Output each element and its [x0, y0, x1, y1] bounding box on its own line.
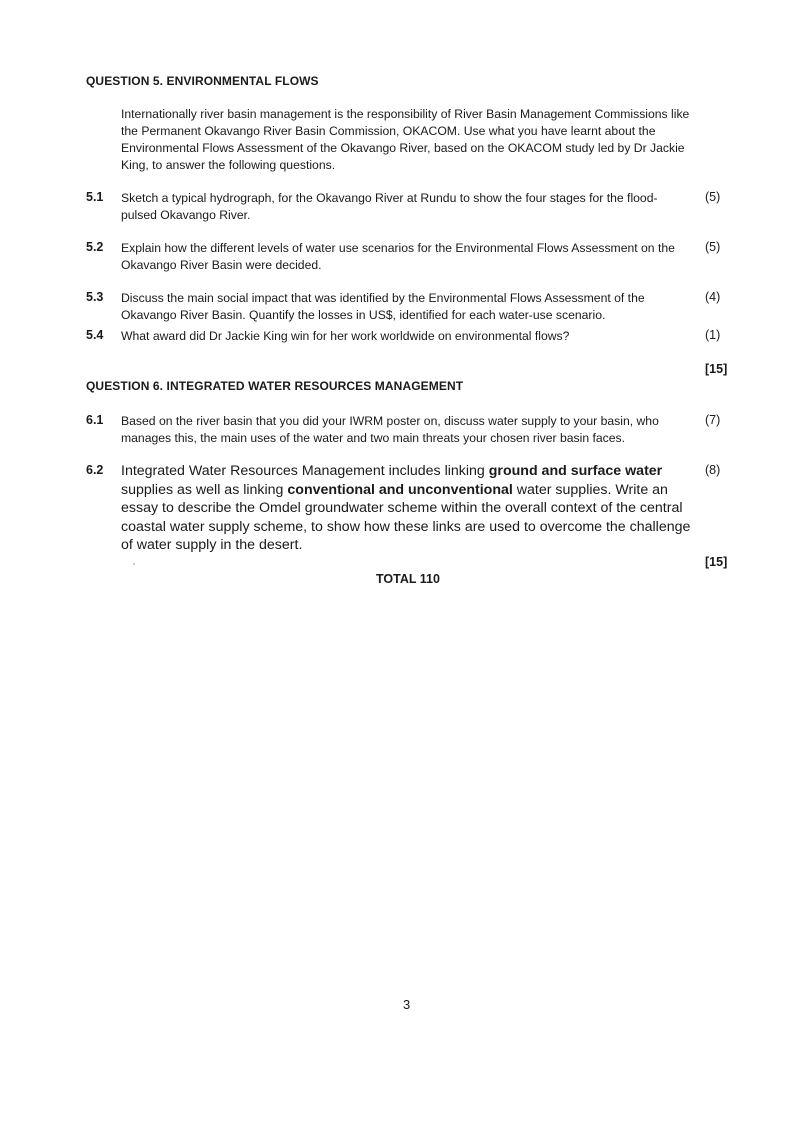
item-text: What award did Dr Jackie King win for her work worldwide on environmental flows? — [121, 329, 570, 343]
item-number: 5.4 — [86, 328, 104, 342]
item-marks: (7) — [705, 413, 721, 427]
scan-speck — [133, 563, 135, 565]
item-marks: (5) — [705, 240, 721, 254]
grand-total: TOTAL 110 — [376, 572, 440, 586]
item-text: Based on the river basin that you did your IWRM poster on, discuss water supply to your basin, who manages this, the main uses of the water and two main threats your chosen river basin faces. — [121, 414, 659, 445]
item-text: Integrated Water Resources Management includes linking ground and surface water supplies as well as linking conventional and unconventional water supplies. Write an essay to describe the Omdel groundwater scheme within the overall context of the central coastal water supply scheme, to show how these links are used to overcome the challenge of water supply in the desert. — [121, 463, 691, 553]
item-number: 5.1 — [86, 190, 104, 204]
item-number: 6.1 — [86, 413, 104, 427]
question-6-heading: QUESTION 6. INTEGRATED WATER RESOURCES MANAGEMENT — [86, 379, 464, 393]
question-6-total: [15] — [705, 555, 728, 569]
question-5-intro: Internationally river basin management is the responsibility of River Basin Management Commissions like the Permanent Okavango River Basin Commission, OKACOM. Use what you have learnt about the Environmental Flows Assessment of the Okavango River, based on the OKACOM study led by Dr Jackie King, to answer the following questions. — [121, 107, 690, 172]
item-marks: (4) — [705, 290, 721, 304]
emphasis: ground and surface water — [488, 463, 663, 479]
item-marks: (5) — [705, 190, 721, 204]
page-number: 3 — [403, 997, 411, 1012]
item-number: 6.2 — [86, 463, 104, 477]
item-number: 5.3 — [86, 290, 104, 304]
item-text: Sketch a typical hydrograph, for the Okavango River at Rundu to show the four stages for the flood-pulsed Okavango River. — [121, 191, 658, 222]
item-text: Discuss the main social impact that was identified by the Environmental Flows Assessment of the Okavango River Basin. Quantify the losses in US$, identified for each water-use scenario. — [121, 291, 645, 322]
item-text: Explain how the different levels of water use scenarios for the Environmental Flows Assessment on the Okavango River Basin were decided. — [121, 241, 675, 272]
item-marks: (8) — [705, 463, 721, 477]
question-5-heading: QUESTION 5. ENVIRONMENTAL FLOWS — [86, 74, 319, 88]
item-number: 5.2 — [86, 240, 104, 254]
emphasis: conventional and unconventional — [287, 481, 513, 498]
question-5-total: [15] — [705, 362, 728, 376]
item-marks: (1) — [705, 328, 721, 342]
